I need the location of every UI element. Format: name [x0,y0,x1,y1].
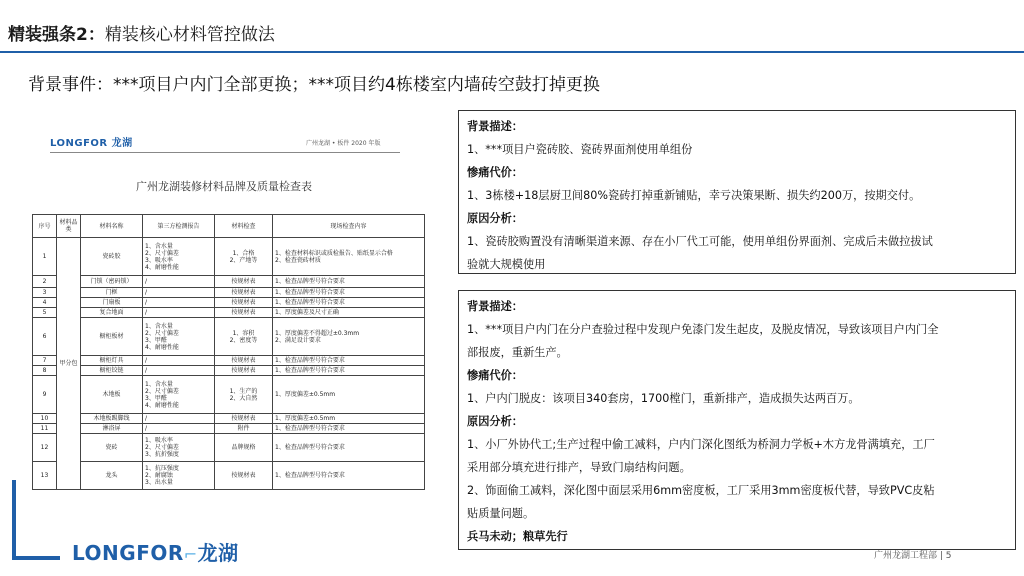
cell-check: 按规材表 [215,366,273,376]
cell-material-name: 瓷砖胶 [81,238,143,276]
table-row [33,462,425,490]
corner-bracket-vertical [12,480,16,560]
cell-report: / [143,288,215,298]
cell-site-check: 1、检查品牌型号符合要求 [273,434,425,462]
cell-material-name: 门锁（密码锁） [81,276,143,288]
table-header: 材料名称 [81,215,143,238]
table-row [33,276,425,288]
cell-report: 1、含水量 2、尺寸偏差 3、吸水率 4、耐磨性能 [143,238,215,276]
section-heading: 背景描述： [467,120,523,133]
cell-no: 10 [33,414,57,424]
case-box-doors [458,290,1016,550]
cell-no: 12 [33,434,57,462]
cell-no: 11 [33,424,57,434]
cell-site-check: 1、检查品牌型号符合要求 [273,276,425,288]
cell-report: / [143,308,215,318]
section-heading: 原因分析： [467,212,523,225]
cell-material-name: 龙头 [81,462,143,490]
cell-no: 7 [33,356,57,366]
cell-site-check: 1、厚度偏差±0.5mm [273,414,425,424]
table-header: 材料检查 [215,215,273,238]
table-row [33,288,425,298]
section-heading: 惨痛代价： [467,166,523,179]
cell-report: 1、吸水率 2、尺寸偏差 3、抗折强度 [143,434,215,462]
cell-no: 9 [33,376,57,414]
brand-name: LONGFOR [72,541,184,565]
table-row [33,308,425,318]
body-line: 1、3栋楼+18层厨卫间80%瓷砖打掉重新铺贴，幸亏决策果断、损失约200万，按期交付。 [467,189,921,202]
body-line: 贴质量问题。 [467,507,535,520]
brand-logo [72,537,239,566]
cell-report: / [143,356,215,366]
cell-check: 按规材表 [215,462,273,490]
cell-material-name: 门扇板 [81,298,143,308]
body-line: 1、瓷砖胶购置没有清晰渠道来源、存在小厂代工可能，使用单组份界面剂、完成后未做拉拔试 [467,235,933,248]
cell-material-name: 门框 [81,288,143,298]
cell-no: 6 [33,318,57,356]
cell-report: / [143,424,215,434]
body-line: 2、饰面偷工减料，深化图中面层采用6mm密度板，工厂采用3mm密度板代替，导致PVC皮粘 [467,484,935,497]
cell-no: 5 [33,308,57,318]
cell-check: 1、容积 2、密度等 [215,318,273,356]
body-line: 部报废，重新生产。 [467,346,568,359]
table-row [33,376,425,414]
table-header-row [33,215,425,238]
body-line: 1、***项目户瓷砖胶、瓷砖界面剂使用单组份 [467,143,693,156]
table-row [33,414,425,424]
section-heading: 兵马未动；粮草先行 [467,530,568,543]
table-header: 材料品类 [57,215,81,238]
cell-check: 按规材表 [215,298,273,308]
cell-check: 按规材表 [215,288,273,298]
footer-page-label: 广州龙湖工程部 | 5 [874,551,952,561]
cell-site-check: 1、检查品牌型号符合要求 [273,366,425,376]
table-row [33,318,425,356]
cell-no: 13 [33,462,57,490]
section-heading: 背景描述： [467,300,523,313]
table-row [33,424,425,434]
cell-check: 按规材表 [215,276,273,288]
table-row [33,434,425,462]
body-line: 验就大规模使用 [467,258,546,271]
cell-site-check: 1、检查品牌型号符合要求 [273,288,425,298]
cell-site-check: 1、厚度偏差±0.5mm [273,376,425,414]
cell-report: 1、含水量 2、尺寸偏差 3、甲醛 4、耐磨性能 [143,376,215,414]
section-heading: 惨痛代价： [467,369,523,382]
cell-site-check: 1、检查材料标识或质检报告、贴纸显示合格 2、检查瓷砖材质 [273,238,425,276]
cell-material-name: 瓷砖 [81,434,143,462]
table-row [33,366,425,376]
brand-cn: 龙湖 [197,541,239,565]
doc-note: 广州龙湖 • 板件 2020 年版 [306,140,381,147]
table-header: 现场检查内容 [273,215,425,238]
brand-mark-icon: ⌐ [183,545,198,564]
inspection-table [32,214,425,490]
section-heading: 原因分析： [467,415,523,428]
title-divider [0,51,1024,53]
table-row [33,298,425,308]
cell-material-name: 木地板 [81,376,143,414]
table-row [33,238,425,276]
cell-site-check: 1、检查品牌型号符合要求 [273,424,425,434]
page-subtitle: 背景事件：***项目户内门全部更换；***项目约4栋楼室内墙砖空鼓打掉更换 [28,75,600,95]
table-row [33,356,425,366]
cell-site-check: 1、检查品牌型号符合要求 [273,356,425,366]
cell-report: 1、抗压强度 2、耐腐蚀 3、出水量 [143,462,215,490]
page-title-rest: 精装核心材料管控做法 [104,25,275,45]
cell-check: 按规材表 [215,414,273,424]
corner-bracket-horizontal [12,556,60,560]
cell-report: / [143,298,215,308]
cell-material-name: 橱柜板材 [81,318,143,356]
case-box-tiles [458,110,1016,274]
cell-material-name: 橱柜灯具 [81,356,143,366]
cell-check: 附件 [215,424,273,434]
doc-logo: LONGFOR 龙湖 [50,138,133,149]
table-header: 序号 [33,215,57,238]
cell-site-check: 1、检查品牌型号符合要求 [273,298,425,308]
cell-group: 甲分包 [57,238,81,490]
page-title [8,20,275,45]
cell-no: 3 [33,288,57,298]
cell-check: 按规材表 [215,356,273,366]
table-header: 第三方检测报告 [143,215,215,238]
cell-material-name: 木地板踢脚线 [81,414,143,424]
cell-no: 8 [33,366,57,376]
cell-check: 按规材表 [215,308,273,318]
cell-site-check: 1、厚度偏差不得超过±0.3mm 2、满足设计要求 [273,318,425,356]
document-image [20,118,428,516]
body-line: 1、户内门脱皮：该项目340套房，1700樘门，重新排产，造成损失达两百万。 [467,392,860,405]
cell-no: 1 [33,238,57,276]
cell-check: 品牌规格 [215,434,273,462]
cell-report: / [143,276,215,288]
cell-material-name: 复合地面 [81,308,143,318]
cell-report: / [143,414,215,424]
cell-material-name: 橱柜铰链 [81,366,143,376]
cell-no: 4 [33,298,57,308]
cell-check: 1、生产的 2、大自然 [215,376,273,414]
body-line: 1、***项目户内门在分户查验过程中发现户免漆门发生起皮，及脱皮情况，导致该项目户内门全 [467,323,939,336]
header [0,0,1024,50]
cell-report: / [143,366,215,376]
body-line: 1、小厂外协代工;生产过程中偷工减料，户内门深化图纸为桥洞力学板+木方龙骨满填充，工厂 [467,438,935,451]
body-line: 采用部分填充进行排产，导致门扇结构问题。 [467,461,691,474]
page-title-bold: 精装强条2： [8,25,105,45]
cell-report: 1、含水量 2、尺寸偏差 3、甲醛 4、耐磨性能 [143,318,215,356]
cell-no: 2 [33,276,57,288]
cell-check: 1、合格 2、产地等 [215,238,273,276]
cell-material-name: 淋浴屏 [81,424,143,434]
doc-title: 广州龙湖装修材料品牌及质量检查表 [136,180,312,193]
doc-divider [50,152,400,153]
cell-site-check: 1、检查品牌型号符合要求 [273,462,425,490]
cell-site-check: 1、厚度偏差及尺寸正确 [273,308,425,318]
